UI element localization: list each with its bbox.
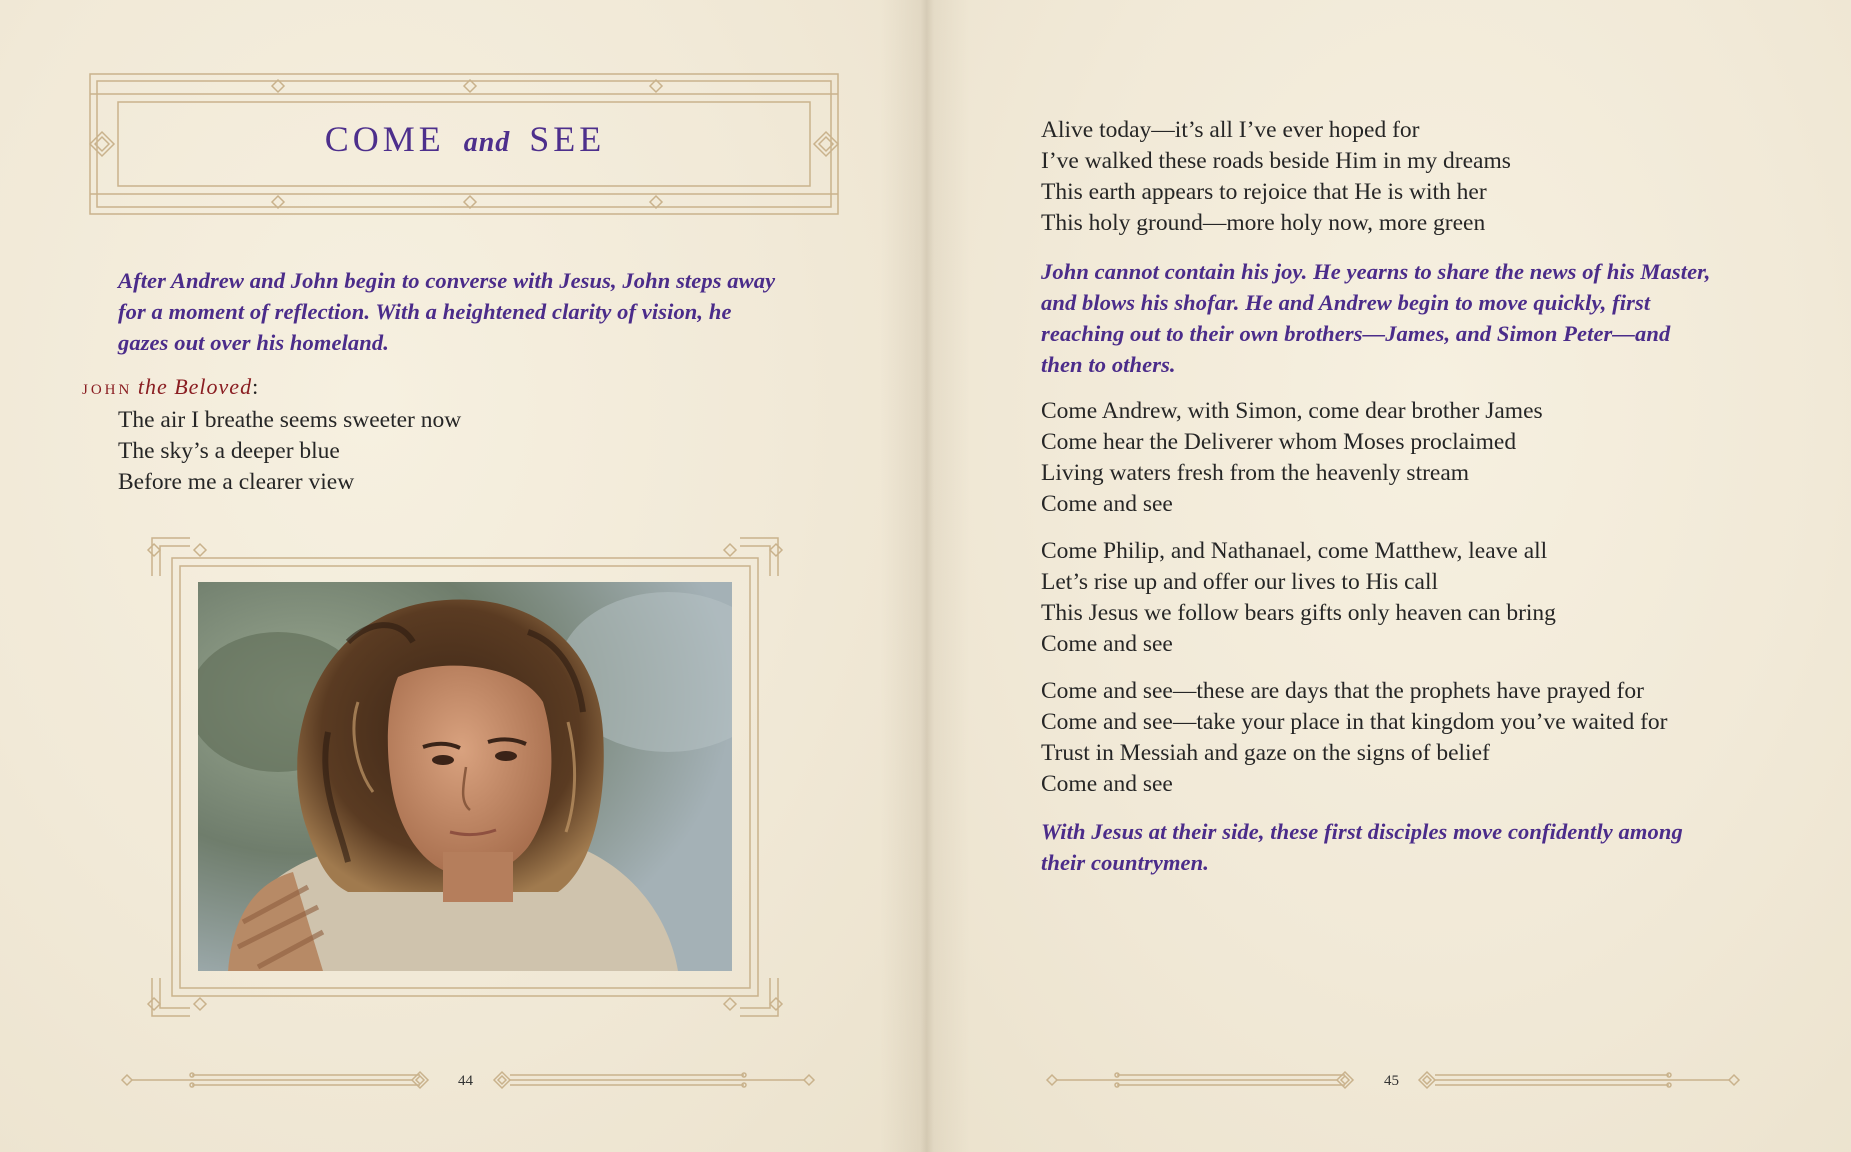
stanza-4 bbox=[1041, 676, 1667, 800]
lyric-line: This Jesus we follow bears gifts only heaven can bring bbox=[1041, 600, 1556, 626]
page-number-left: 44 bbox=[458, 1073, 473, 1089]
lyric-line: Living waters fresh from the heavenly stream bbox=[1041, 460, 1470, 486]
stanza-3 bbox=[1041, 536, 1556, 660]
lyric-line: Trust in Messiah and gaze on the signs of belief bbox=[1041, 740, 1490, 766]
intro-stage-direction: After Andrew and John begin to converse with Jesus, John steps away for a moment of reflection. With a heightened clarity of vision, he gazes out over his homeland. bbox=[118, 268, 776, 355]
lyric-line: Alive today—it’s all I’ve ever hoped for bbox=[1041, 117, 1420, 143]
stage-direction-2: With Jesus at their side, these first disciples move confidently among their countrymen. bbox=[1041, 819, 1683, 875]
portrait-illustration bbox=[198, 582, 732, 971]
title-come: COME bbox=[324, 119, 445, 159]
page-title bbox=[110, 118, 820, 160]
speaker-colon: : bbox=[252, 374, 259, 399]
stanza-2 bbox=[1041, 396, 1543, 520]
lyrics-left bbox=[118, 405, 461, 498]
lyric-line: The sky’s a deeper blue bbox=[118, 438, 340, 464]
lyric-line: The air I breathe seems sweeter now bbox=[118, 407, 462, 433]
lyric-line: Come and see bbox=[1041, 771, 1173, 797]
left-page bbox=[0, 0, 925, 1152]
lyric-line: Come and see—these are days that the prophets have prayed for bbox=[1041, 678, 1644, 704]
page-number-right: 45 bbox=[1384, 1073, 1399, 1089]
book-gutter-shadow bbox=[880, 0, 970, 1152]
lyric-line: Let’s rise up and offer our lives to His call bbox=[1041, 569, 1439, 595]
title-see: SEE bbox=[529, 119, 606, 159]
title-and: and bbox=[463, 127, 511, 158]
speaker-epithet: the Beloved bbox=[137, 374, 253, 399]
lyric-line: Come Andrew, with Simon, come dear brother James bbox=[1041, 398, 1543, 424]
speaker-name: john bbox=[82, 374, 133, 399]
lyric-line: Come and see bbox=[1041, 631, 1173, 657]
stanza-1 bbox=[1041, 115, 1511, 239]
lyric-line: Come and see—take your place in that kingdom you’ve waited for bbox=[1041, 709, 1668, 735]
lyric-line: Come hear the Deliverer whom Moses proclaimed bbox=[1041, 429, 1517, 455]
lyric-line: Come and see bbox=[1041, 491, 1173, 517]
lyric-line: This holy ground—more holy now, more green bbox=[1041, 210, 1486, 236]
john-portrait-photo bbox=[198, 582, 732, 971]
right-page bbox=[925, 0, 1851, 1152]
lyric-line: Before me a clearer view bbox=[118, 469, 355, 495]
lyric-line: This earth appears to rejoice that He is with her bbox=[1041, 179, 1487, 205]
stage-direction-1: John cannot contain his joy. He yearns to share the news of his Master, and blows his shofar. He and Andrew begin to move quickly, first reaching out to their own brothers—James, and Simon Peter—and then to others. bbox=[1041, 259, 1711, 377]
lyric-line: Come Philip, and Nathanael, come Matthew, leave all bbox=[1041, 538, 1548, 564]
speaker-label bbox=[82, 374, 258, 400]
lyric-line: I’ve walked these roads beside Him in my dreams bbox=[1041, 148, 1511, 174]
